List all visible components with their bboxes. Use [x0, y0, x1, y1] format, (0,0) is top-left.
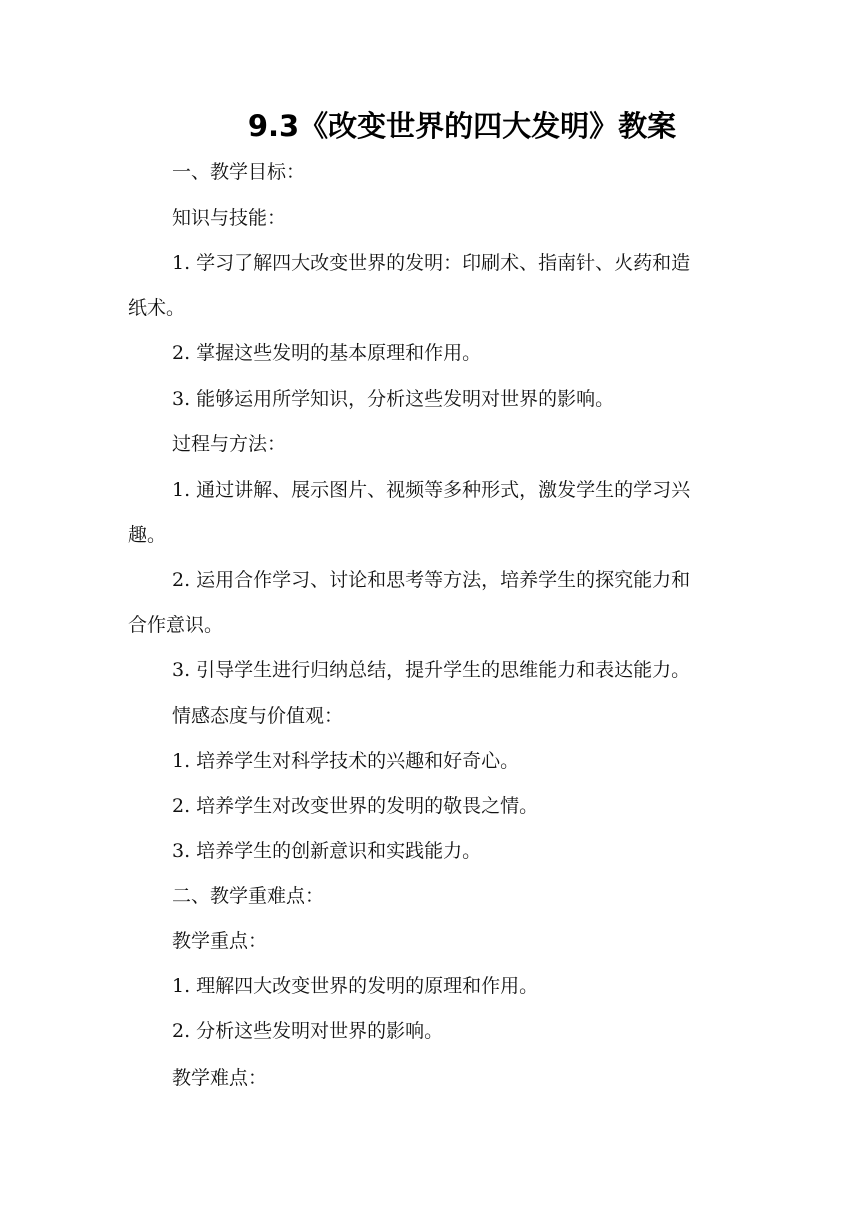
paragraph-line: 2. 运用合作学习、讨论和思考等方法，培养学生的探究能力和: [172, 569, 691, 591]
paragraph-attitude-1: 1. 培养学生对科学技术的兴趣和好奇心。: [172, 750, 520, 772]
paragraph-process-1: [128, 468, 736, 558]
paragraph-key-1: 1. 理解四大改变世界的发明的原理和作用。: [172, 975, 539, 997]
paragraph-line: 1. 学习了解四大改变世界的发明：印刷术、指南针、火药和造: [172, 252, 691, 274]
paragraph-line: 合作意识。: [128, 614, 224, 636]
paragraph-attitude-3: 3. 培养学生的创新意识和实践能力。: [172, 840, 482, 862]
paragraph-knowledge-3: 3. 能够运用所学知识，分析这些发明对世界的影响。: [172, 388, 615, 410]
paragraph-line: 趣。: [128, 524, 167, 546]
paragraph-line: 1. 通过讲解、展示图片、视频等多种形式，激发学生的学习兴: [172, 479, 691, 501]
paragraph-attitude-2: 2. 培养学生对改变世界的发明的敬畏之情。: [172, 795, 539, 817]
paragraph-knowledge-2: 2. 掌握这些发明的基本原理和作用。: [172, 342, 482, 364]
paragraph-key-2: 2. 分析这些发明对世界的影响。: [172, 1020, 444, 1042]
subheading-key-points: 教学重点：: [172, 930, 268, 952]
subheading-knowledge-skills: 知识与技能：: [172, 207, 287, 229]
document-title: 9.3《改变世界的四大发明》教案: [247, 109, 677, 143]
paragraph-line: 纸术。: [128, 297, 186, 319]
subheading-difficult-points: 教学难点：: [172, 1067, 268, 1089]
section-heading-key-difficult: 二、教学重难点：: [172, 885, 325, 907]
subheading-process-method: 过程与方法：: [172, 433, 287, 455]
section-heading-objectives: 一、教学目标：: [172, 161, 306, 183]
paragraph-knowledge-1: [128, 241, 736, 331]
paragraph-process-3: 3. 引导学生进行归纳总结，提升学生的思维能力和表达能力。: [172, 659, 691, 681]
subheading-attitude-values: 情感态度与价值观：: [172, 705, 344, 727]
paragraph-process-2: [128, 558, 736, 648]
